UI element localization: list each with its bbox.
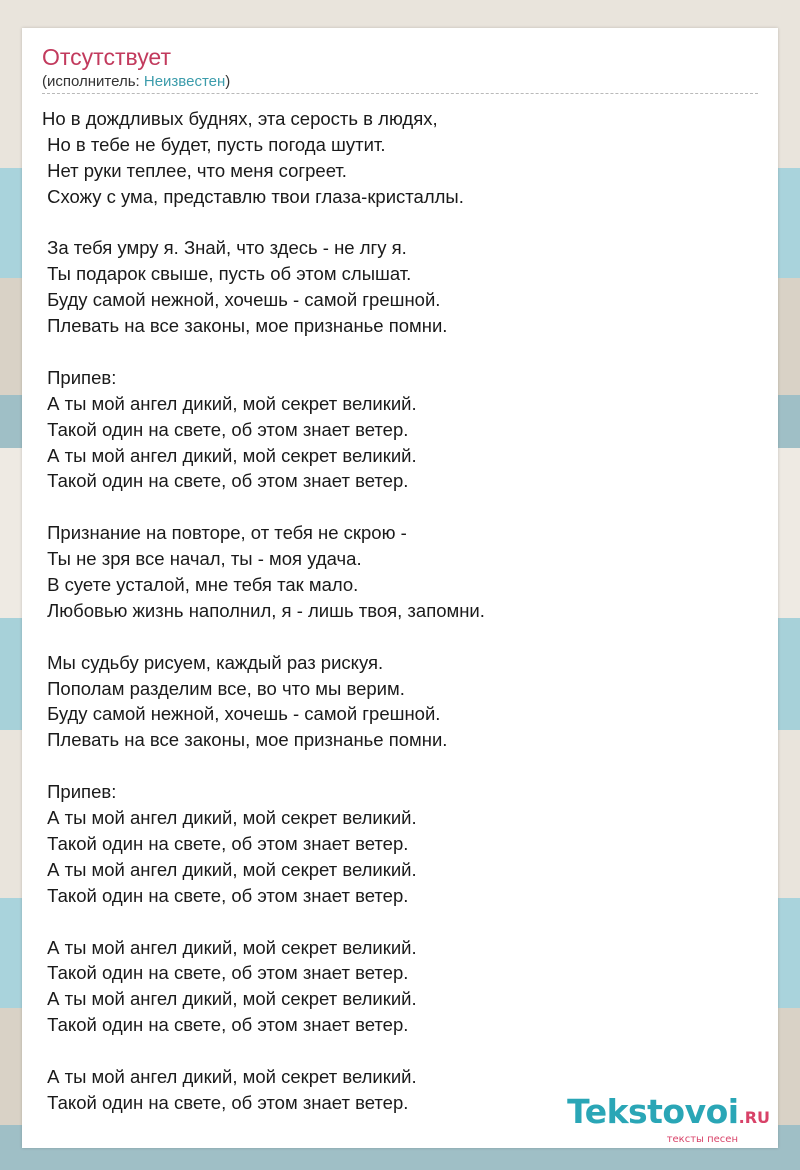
lyric-line: Плевать на все законы, мое признанье помни. [42, 315, 448, 337]
stanza-break [42, 494, 762, 520]
lyric-line: Схожу с ума, представлю твои глаза-кристаллы. [42, 185, 464, 207]
lyric-line: Такой один на свете, об этом знает ветер. [42, 470, 409, 492]
lyric-line: В суете усталой, мне тебя так мало. [42, 574, 359, 596]
stanza-break [42, 1038, 762, 1064]
stanza-break [42, 624, 762, 650]
logo-tagline: тексты песен [666, 1134, 738, 1145]
lyric-line: Такой один на свете, об этом знает ветер. [42, 832, 409, 854]
header-divider [42, 93, 758, 94]
stanza-break [42, 909, 762, 935]
lyric-line: Такой один на свете, об этом знает ветер. [42, 1014, 409, 1036]
artist-suffix: ) [225, 73, 231, 90]
lyric-line: Ты подарок свыше, пусть об этом слышат. [42, 263, 412, 285]
lyric-line: Нет руки теплее, что меня согреет. [42, 159, 347, 181]
lyric-line: Буду самой нежной, хочешь - самой грешной. [42, 289, 441, 311]
lyric-line: Такой один на свете, об этом знает ветер. [42, 418, 409, 440]
lyric-line: А ты мой ангел дикий, мой секрет великий. [42, 988, 417, 1010]
stanza-break [42, 210, 762, 236]
song-title: Отсутствует [42, 44, 171, 70]
lyric-line: А ты мой ангел дикий, мой секрет великий. [42, 444, 417, 466]
logo-tld: .RU [738, 1108, 770, 1127]
artist-link[interactable]: Неизвестен [143, 73, 226, 90]
lyric-line: Такой один на свете, об этом знает ветер. [42, 962, 409, 984]
lyric-line: Такой один на свете, об этом знает ветер. [42, 1091, 409, 1113]
lyric-line: Припев: [42, 366, 117, 388]
lyric-line: Любовью жизнь наполнил, я - лишь твоя, запомни. [42, 599, 485, 621]
lyrics-page [22, 28, 778, 1148]
lyric-line: Пополам разделим все, во что мы верим. [42, 677, 405, 699]
stanza-break [42, 339, 762, 365]
lyric-line: Такой один на свете, об этом знает ветер. [42, 884, 409, 906]
lyric-line: Буду самой нежной, хочешь - самой грешной. [42, 703, 441, 725]
lyric-line: А ты мой ангел дикий, мой секрет великий. [42, 936, 417, 958]
lyric-line: А ты мой ангел дикий, мой секрет великий. [42, 1065, 417, 1087]
lyrics-text [42, 106, 762, 1116]
stanza-break [42, 753, 762, 779]
lyric-line: За тебя умру я. Знай, что здесь - не лгу я. [42, 237, 407, 259]
site-logo [567, 1092, 770, 1145]
lyric-line: Плевать на все законы, мое признанье помни. [42, 729, 448, 751]
lyric-line: Ты не зря все начал, ты - моя удача. [42, 548, 362, 570]
logo-name: Tekstovoi [567, 1092, 739, 1131]
artist-prefix: (исполнитель: [42, 73, 144, 90]
lyric-line: Мы судьбу рисуем, каждый раз рискуя. [42, 651, 384, 673]
logo-wordmark [567, 1092, 770, 1135]
lyric-line: Признание на повторе, от тебя не скрою - [42, 522, 407, 544]
lyric-line: Припев: [42, 781, 117, 803]
lyric-line: Но в дождливых буднях, эта серость в людях, [42, 108, 438, 129]
lyric-line: А ты мой ангел дикий, мой секрет великий. [42, 807, 417, 829]
lyric-line: Но в тебе не будет, пусть погода шутит. [42, 133, 386, 155]
artist-line [42, 73, 230, 91]
lyric-line: А ты мой ангел дикий, мой секрет великий. [42, 392, 417, 414]
lyric-line: А ты мой ангел дикий, мой секрет великий. [42, 858, 417, 880]
